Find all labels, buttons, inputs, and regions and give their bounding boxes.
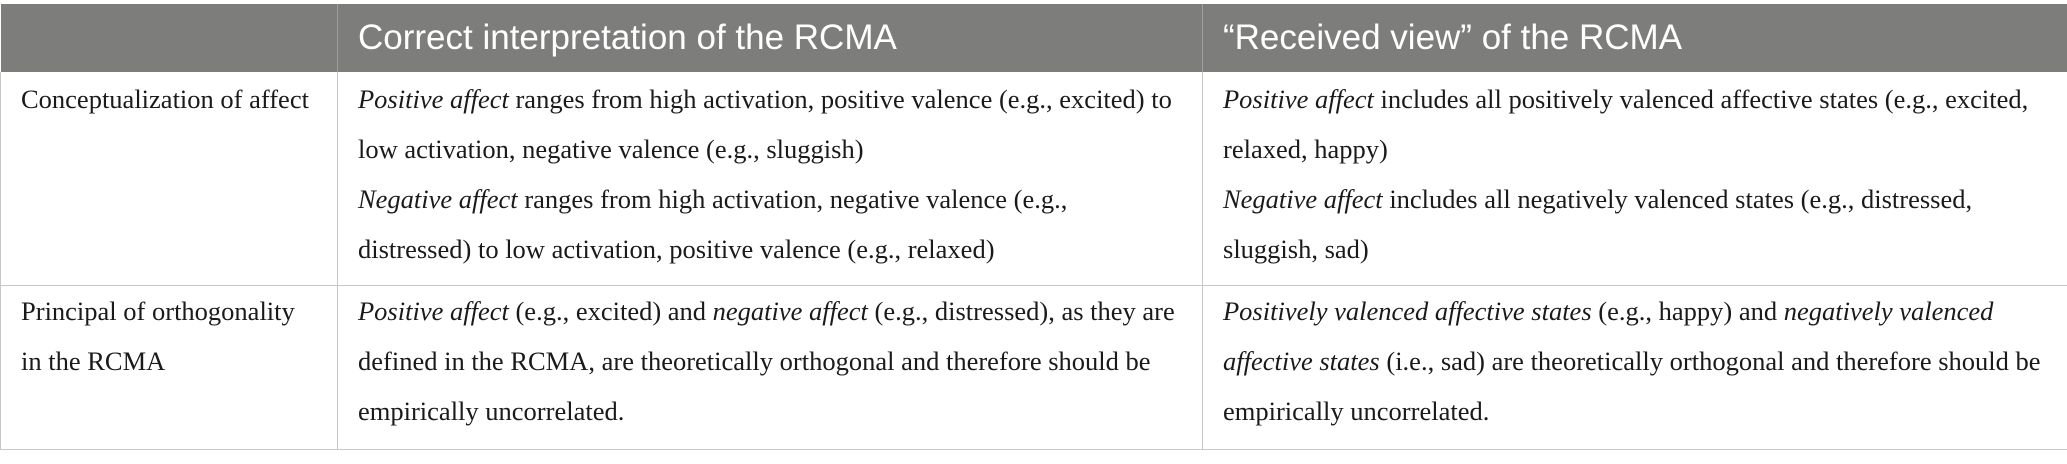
cell-correct-conceptualization [338, 72, 1203, 285]
header-row [1, 4, 2067, 72]
text-run: ranges from high activation, positive valence (e.g., excited) to low activation, negative valence (e.g., sluggish) [358, 84, 1172, 164]
paragraph [1223, 74, 2047, 174]
emphasis: Positive affect [358, 295, 509, 326]
text-run: (e.g., excited) and [508, 295, 713, 326]
header-correct-interpretation: Correct interpretation of the RCMA [338, 4, 1203, 72]
emphasis: negative affect [712, 295, 868, 326]
header-cell-empty [1, 4, 338, 72]
text-run: (e.g., happy) and [1591, 295, 1784, 326]
cell-received-orthogonality [1203, 285, 2067, 449]
paragraph [1223, 174, 2047, 274]
emphasis: Negative affect [358, 184, 518, 214]
emphasis: Positively valenced affective states [1223, 295, 1592, 326]
text-run: (i.e., sad) are theoretically orthogonal and therefore should be empirically uncorrelated. [1223, 345, 2041, 426]
emphasis: Positive affect [358, 84, 509, 114]
emphasis: negatively valenced affective states [1223, 295, 1994, 376]
cell-correct-orthogonality [338, 285, 1203, 449]
table-row [1, 72, 2067, 285]
row-label-orthogonality: Principal of orthogonality in the RCMA [1, 285, 338, 449]
cell-received-conceptualization [1203, 72, 2067, 285]
row-label-conceptualization: Conceptualization of affect [1, 72, 338, 285]
table-row [1, 285, 2067, 449]
rcma-comparison-table [0, 4, 2067, 450]
text-run: ranges from high activation, negative valence (e.g., distressed) to low activation, positive valence (e.g., relaxed) [358, 184, 1068, 264]
paragraph [358, 74, 1182, 174]
emphasis: Positive affect [1223, 84, 1374, 114]
emphasis: Negative affect [1223, 184, 1383, 214]
text-run: includes all negatively valenced states (e.g., distressed, sluggish, sad) [1223, 184, 1973, 264]
text-run: (e.g., distressed), as they are defined in the RCMA, are theoretically orthogonal and therefore should be empirically uncorrelated. [358, 295, 1175, 426]
header-received-view: “Received view” of the RCMA [1203, 4, 2067, 72]
text-run: includes all positively valenced affective states (e.g., excited, relaxed, happy) [1223, 84, 2029, 164]
paragraph [358, 174, 1182, 274]
